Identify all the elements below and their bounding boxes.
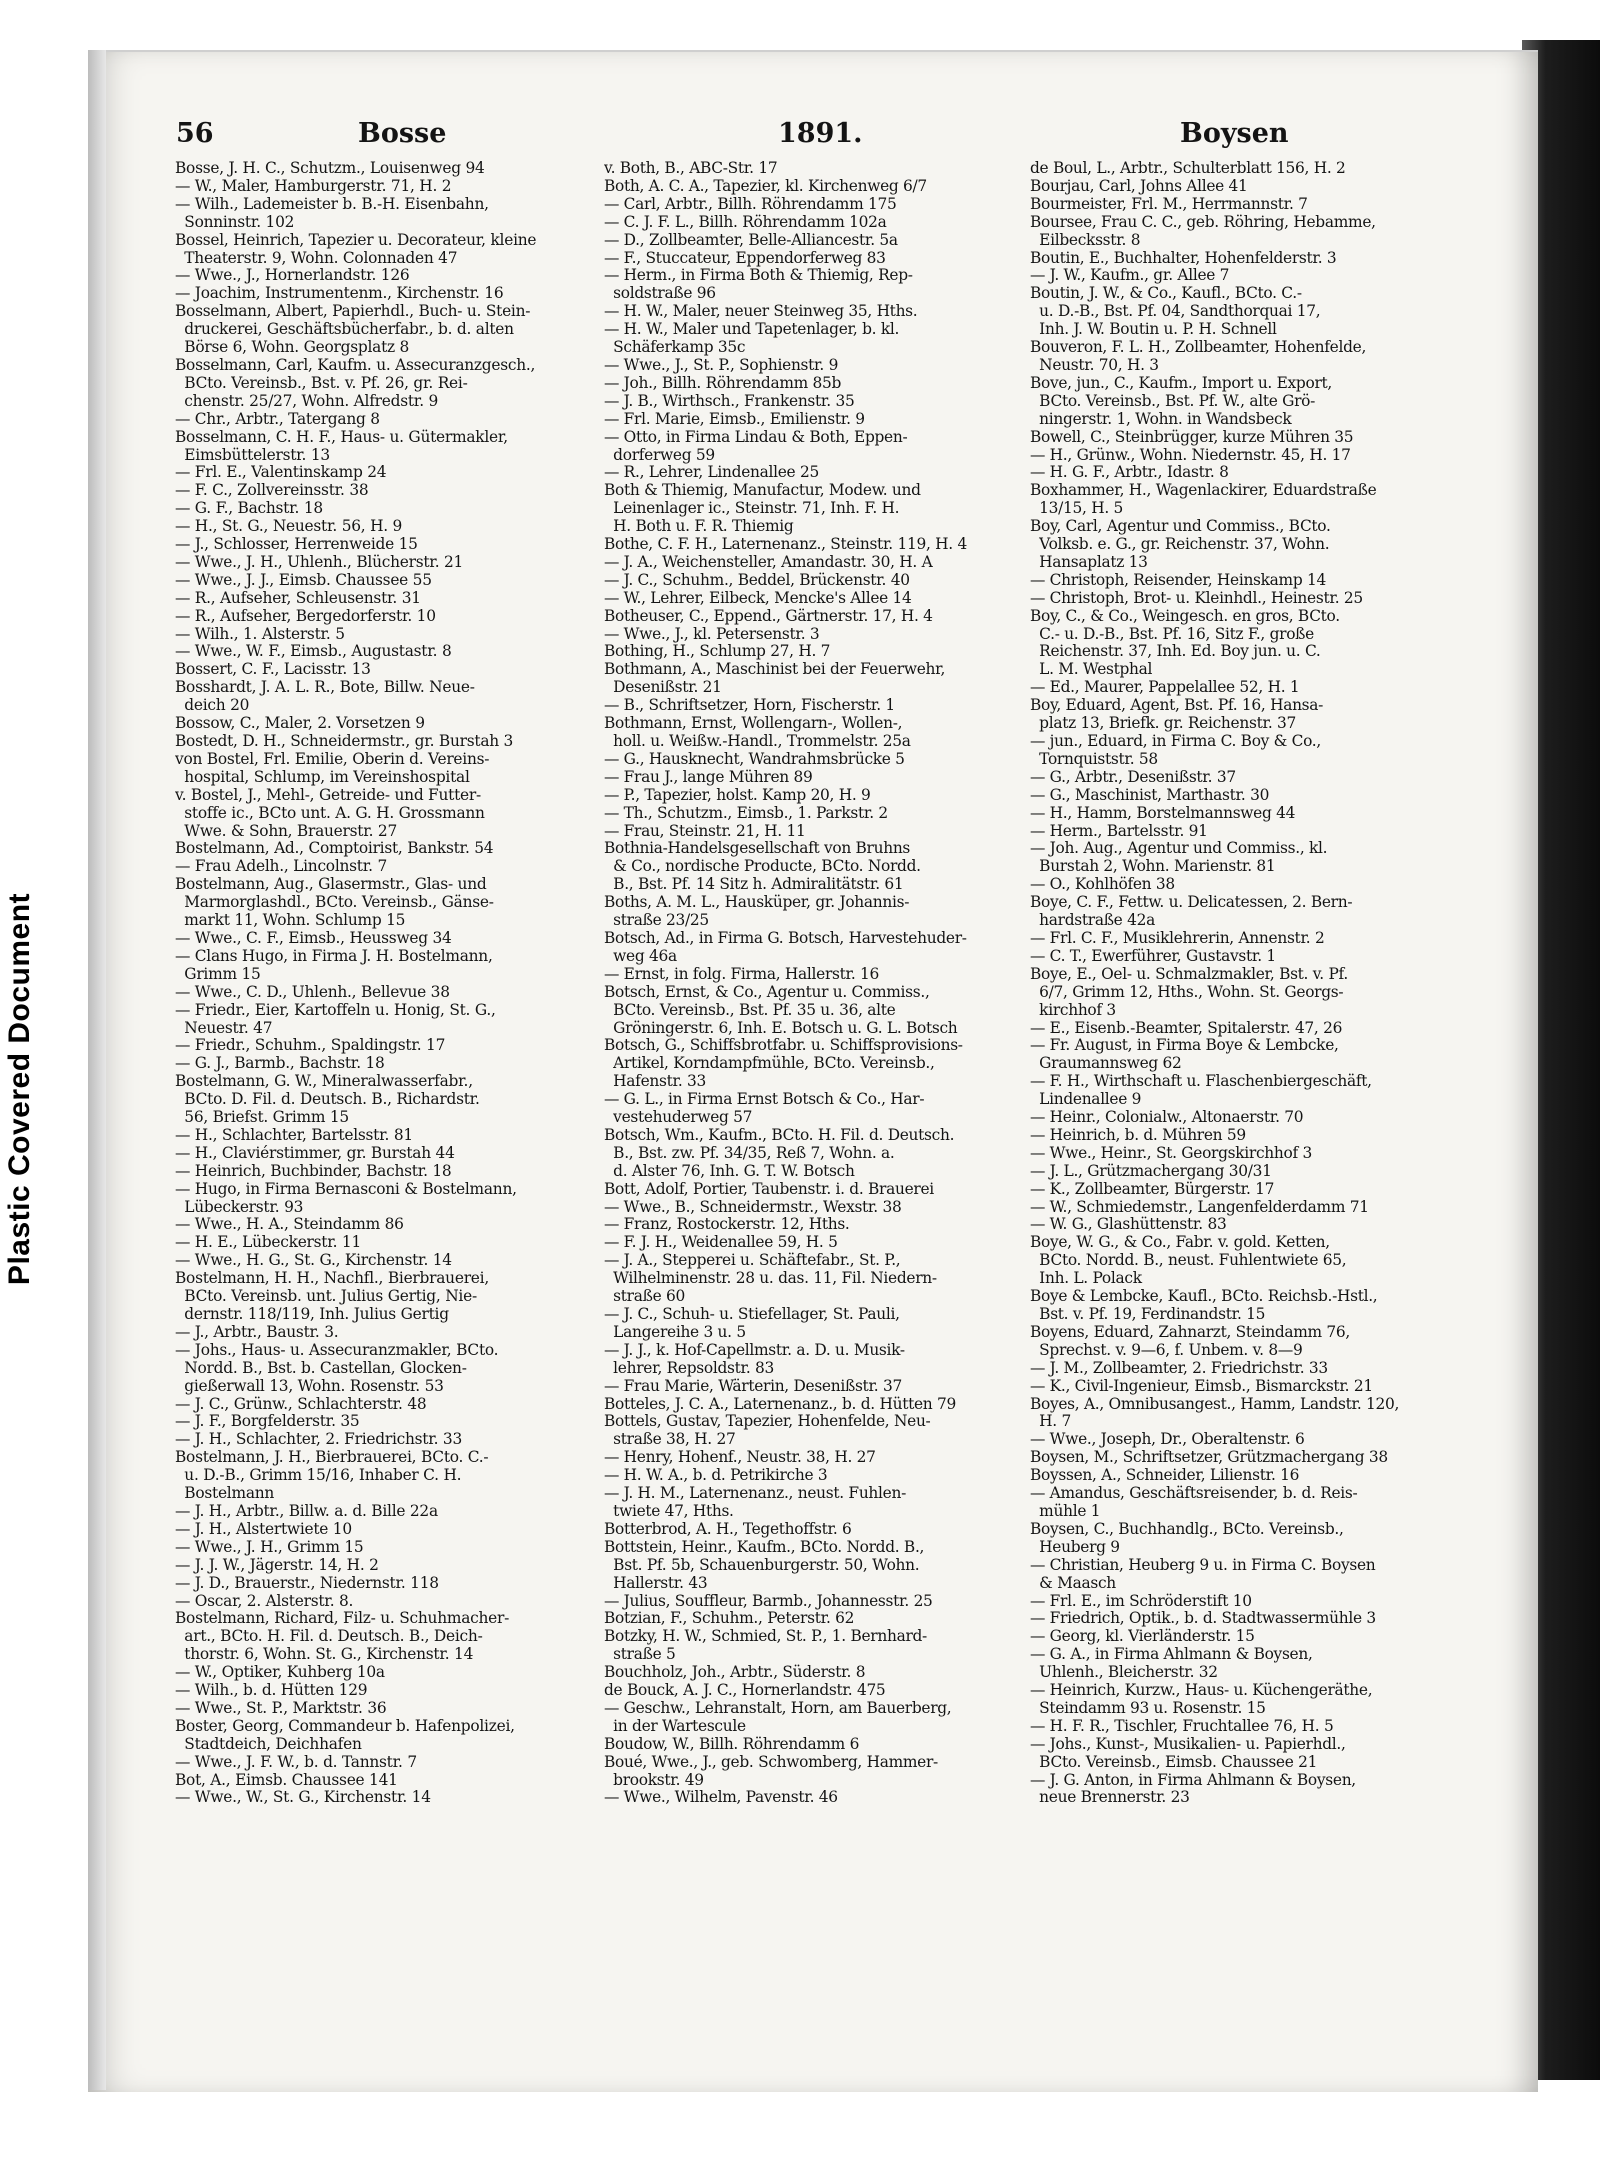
directory-entry-line: Eilbecksstr. 8	[1030, 230, 1141, 249]
directory-entry-line: — J. H., Alstertwiete 10	[175, 1519, 352, 1538]
directory-entry-line: — Heinr., Colonialw., Altonaerstr. 70	[1030, 1108, 1304, 1127]
directory-entry-line: brookstr. 49	[604, 1770, 704, 1789]
directory-entry-line: — Frl. E., Valentinskamp 24	[175, 463, 387, 482]
directory-entry-line: — Wwe., J., Hornerlandstr. 126	[175, 266, 410, 285]
directory-column-1	[175, 160, 585, 1970]
directory-entry-line: — J., Arbtr., Baustr. 3.	[175, 1322, 339, 1341]
directory-entry-line: Bst. v. Pf. 19, Ferdinandstr. 15	[1030, 1305, 1266, 1323]
directory-entry-line: — J. M., Zollbeamter, 2. Friedrichstr. 33	[1030, 1358, 1328, 1377]
directory-entry-line: — E., Eisenb.-Beamter, Spitalerstr. 47, 26	[1030, 1018, 1343, 1037]
directory-entry-line: — Ernst, in folg. Firma, Hallerstr. 16	[604, 964, 880, 983]
directory-entry-line: — F. H., Wirthschaft u. Flaschenbiergeschäft,	[1030, 1072, 1372, 1091]
directory-column-2	[604, 160, 1022, 1970]
directory-entry-line: Bostelmann, Aug., Glasermstr., Glas- und	[175, 875, 487, 894]
directory-entry-line: L. M. Westphal	[1030, 660, 1153, 679]
directory-entry-line: Bosselmann, Carl, Kaufm. u. Assecuranzgesch.,	[175, 355, 536, 374]
directory-entry-line: Bostedt, D. H., Schneidermstr., gr. Burstah 3	[175, 732, 514, 750]
directory-entry-line: BCto. Nordd. B., neust. Fuhlentwiete 65,	[1030, 1251, 1347, 1270]
directory-entry-line: — J. B., Wirthsch., Frankenstr. 35	[604, 391, 855, 410]
sidebar-label	[0, 0, 40, 2177]
directory-entry-line: — Wilh., b. d. Hütten 129	[175, 1681, 368, 1700]
directory-entry-line: — W. G., Glashüttenstr. 83	[1030, 1215, 1227, 1234]
directory-entry-line: — H. W., Maler, neuer Steinweg 35, Hths.	[604, 302, 918, 321]
directory-entry-line: deich 20	[175, 696, 250, 715]
directory-entry-line: Boye & Lembcke, Kaufl., BCto. Reichsb.-Hstl.,	[1030, 1287, 1378, 1306]
directory-entry-line: Botheuser, C., Eppend., Gärtnerstr. 17, H. 4	[604, 606, 933, 625]
directory-entry-line: — J., Schlosser, Herrenweide 15	[175, 535, 418, 554]
directory-entry-line: — Wwe., J. F. W., b. d. Tannstr. 7	[175, 1752, 417, 1771]
directory-entry-line: Bottstein, Heinr., Kaufm., BCto. Nordd. B.,	[604, 1537, 925, 1556]
directory-entry-line: — H. E., Lübeckerstr. 11	[175, 1233, 362, 1252]
directory-entry-line: d. Alster 76, Inh. G. T. W. Botsch	[604, 1161, 855, 1180]
directory-entry-line: Inh. J. W. Boutin u. P. H. Schnell	[1030, 320, 1277, 339]
directory-entry-line: Bourmeister, Frl. M., Herrmannstr. 7	[1030, 194, 1308, 213]
directory-entry-line: — Oscar, 2. Alsterstr. 8.	[175, 1591, 354, 1610]
directory-entry-line: lehrer, Repsoldstr. 83	[604, 1358, 775, 1377]
directory-entry-line: Bove, jun., C., Kaufm., Import u. Export,	[1030, 373, 1332, 392]
directory-entry-line: Stadtdeich, Deichhafen	[175, 1734, 362, 1753]
directory-entry-line: — Otto, in Firma Lindau & Both, Eppen-	[604, 427, 908, 446]
directory-entry-line: 13/15, H. 5	[1030, 499, 1124, 518]
directory-entry-line: — F., Stuccateur, Eppendorferweg 83	[604, 248, 886, 267]
directory-entry-line: Hansaplatz 13	[1030, 552, 1148, 571]
directory-entry-line: mühle 1	[1030, 1501, 1101, 1520]
directory-entry-line: H. Both u. F. R. Thiemig	[604, 517, 794, 536]
directory-entry-line: hardstraße 42a	[1030, 911, 1155, 930]
directory-entry-line: Boursee, Frau C. C., geb. Röhring, Hebamme,	[1030, 212, 1376, 231]
directory-entry-line: — Christoph, Reisender, Heinskamp 14	[1030, 570, 1326, 589]
directory-entry-line: Bothnia-Handelsgesellschaft von Bruhns	[604, 839, 911, 858]
directory-entry-line: — Carl, Arbtr., Billh. Röhrendamm 175	[604, 194, 897, 213]
directory-entry-line: Botsch, Ernst, & Co., Agentur u. Commiss.,	[604, 982, 930, 1001]
directory-entry-line: Boutin, J. W., & Co., Kaufl., BCto. C.-	[1030, 284, 1302, 303]
directory-entry-line: — R., Aufseher, Bergedorferstr. 10	[175, 606, 436, 625]
directory-entry-line: — Ed., Maurer, Pappelallee 52, H. 1	[1030, 678, 1300, 697]
directory-entry-line: — Wwe., J. J., Eimsb. Chaussee 55	[175, 570, 432, 589]
directory-entry-line: Boye, W. G., & Co., Fabr. v. gold. Ketten,	[1030, 1233, 1330, 1252]
directory-entry-line: Bothmann, A., Maschinist bei der Feuerwehr,	[604, 660, 946, 679]
directory-entry-line: — G. L., in Firma Ernst Botsch & Co., Har-	[604, 1090, 925, 1109]
directory-entry-line: Marmorglashdl., BCto. Vereinsb., Gänse-	[175, 893, 494, 912]
directory-entry-line: Boyes, A., Omnibusangest., Hamm, Landstr. 120,	[1030, 1394, 1400, 1413]
directory-entry-line: Bostelmann	[175, 1484, 275, 1503]
directory-entry-line: — Wwe., J., kl. Petersenstr. 3	[604, 624, 820, 643]
directory-entry-line: Nordd. B., Bst. b. Castellan, Glocken-	[175, 1358, 467, 1377]
directory-entry-line: — H. F. R., Tischler, Fruchtallee 76, H. 5	[1030, 1716, 1334, 1735]
directory-entry-line: — R., Lehrer, Lindenallee 25	[604, 463, 819, 482]
directory-entry-line: Lübeckerstr. 93	[175, 1197, 304, 1216]
directory-entry-line: — Wwe., J., St. P., Sophienstr. 9	[604, 355, 839, 374]
directory-entry-line: B., Bst. Pf. 14 Sitz h. Admiralitätstr. 61	[604, 875, 904, 894]
directory-entry-line: — Joh. Aug., Agentur und Commiss., kl.	[1030, 839, 1328, 858]
directory-entry-line: Bossel, Heinrich, Tapezier u. Decorateur, kleine	[175, 230, 537, 249]
directory-entry-line: — Heinrich, Buchbinder, Bachstr. 18	[175, 1161, 452, 1180]
directory-entry-line: Bostelmann, J. H., Bierbrauerei, BCto. C.-	[175, 1448, 489, 1467]
directory-entry-line: Theaterstr. 9, Wohn. Colonnaden 47	[175, 248, 458, 267]
directory-entry-line: Bowell, C., Steinbrügger, kurze Mühren 35	[1030, 427, 1354, 446]
directory-entry-line: — H. W. A., b. d. Petrikirche 3	[604, 1466, 828, 1485]
directory-entry-line: Both & Thiemig, Manufactur, Modew. und	[604, 481, 921, 500]
directory-entry-line: Botsch, Wm., Kaufm., BCto. H. Fil. d. Deutsch.	[604, 1125, 955, 1144]
directory-entry-line: — Joh., Billh. Röhrendamm 85b	[604, 373, 842, 392]
directory-entry-line: — jun., Eduard, in Firma C. Boy & Co.,	[1030, 732, 1321, 750]
directory-entry-line: Reichenstr. 37, Inh. Ed. Boy jun. u. C.	[1030, 642, 1321, 661]
directory-entry-line: — Henry, Hohenf., Neustr. 38, H. 27	[604, 1448, 876, 1467]
directory-entry-line: Botsch, G., Schiffsbrotfabr. u. Schiffsprovisions-	[604, 1036, 963, 1055]
directory-entry-line: Boye, C. F., Fettw. u. Delicatessen, 2. Bern-	[1030, 893, 1353, 912]
directory-entry-line: — Fr. August, in Firma Boye & Lembcke,	[1030, 1036, 1339, 1055]
directory-entry-line: Grimm 15	[175, 964, 261, 983]
directory-entry-line: — Frau J., lange Mühren 89	[604, 767, 813, 786]
directory-entry-line: — K., Civil-Ingenieur, Eimsb., Bismarckstr. 21	[1030, 1376, 1373, 1395]
directory-entry-line: weg 46a	[604, 946, 677, 965]
directory-entry-line: Bosshardt, J. A. L. R., Bote, Billw. Neue-	[175, 678, 475, 697]
directory-entry-line: thorstr. 6, Wohn. St. G., Kirchenstr. 14	[175, 1645, 474, 1664]
directory-entry-line: — H., Hamm, Borstelmannsweg 44	[1030, 803, 1296, 822]
directory-entry-line: druckerei, Geschäftsbücherfabr., b. d. alten	[175, 320, 514, 339]
directory-entry-line: Bothe, C. F. H., Laternenanz., Steinstr. 119, H. 4	[604, 535, 967, 554]
directory-entry-line: — Clans Hugo, in Firma J. H. Bostelmann,	[175, 946, 493, 965]
directory-entry-line: — Frau Marie, Wärterin, Desenißstr. 37	[604, 1376, 902, 1395]
directory-entry-line: — G. F., Bachstr. 18	[175, 499, 323, 518]
directory-entry-line: Boysen, C., Buchhandlg., BCto. Vereinsb.,	[1030, 1519, 1344, 1538]
directory-entry-line: — J. F., Borgfelderstr. 35	[175, 1412, 360, 1431]
directory-entry-line: — H. G. F., Arbtr., Idastr. 8	[1030, 463, 1229, 482]
directory-entry-line: — C. J. F. L., Billh. Röhrendamm 102a	[604, 212, 887, 231]
right-guide-word: Boysen	[1180, 118, 1289, 149]
directory-entry-line: BCto. Vereinsb., Bst. v. Pf. 26, gr. Rei-	[175, 373, 468, 392]
directory-entry-line: Bostelmann, H. H., Nachfl., Bierbrauerei,	[175, 1269, 489, 1288]
directory-entry-line: Eimsbüttelerstr. 13	[175, 445, 330, 464]
directory-entry-line: — Franz, Rostockerstr. 12, Hths.	[604, 1215, 850, 1234]
directory-entry-line: — Wwe., W. F., Eimsb., Augustastr. 8	[175, 642, 452, 661]
directory-entry-line: Bothmann, Ernst, Wollengarn-, Wollen-,	[604, 714, 903, 733]
directory-entry-line: — Heinrich, Kurzw., Haus- u. Küchengeräthe,	[1030, 1681, 1373, 1700]
directory-entry-line: Boyens, Eduard, Zahnarzt, Steindamm 76,	[1030, 1322, 1351, 1341]
directory-entry-line: — J. A., Stepperei u. Schäftefabr., St. P.,	[604, 1251, 901, 1270]
directory-entry-line: — G. A., in Firma Ahlmann & Boysen,	[1030, 1645, 1313, 1664]
directory-entry-line: markt 11, Wohn. Schlump 15	[175, 911, 406, 930]
directory-entry-line: Langereihe 3 u. 5	[604, 1322, 746, 1341]
directory-entry-line: — Wwe., St. P., Marktstr. 36	[175, 1698, 387, 1717]
directory-entry-line: Botzky, H. W., Schmied, St. P., 1. Bernhard-	[604, 1627, 927, 1646]
directory-entry-line: — Herm., in Firma Both & Thiemig, Rep-	[604, 266, 913, 285]
directory-entry-line: — H., Claviérstimmer, gr. Burstah 44	[175, 1143, 455, 1162]
directory-entry-line: hospital, Schlump, im Vereinshospital	[175, 767, 470, 786]
directory-entry-line: B., Bst. zw. Pf. 34/35, Reß 7, Wohn. a.	[604, 1143, 895, 1162]
directory-entry-line: — J. D., Brauerstr., Niedernstr. 118	[175, 1573, 439, 1592]
directory-entry-line: Schäferkamp 35c	[604, 338, 746, 357]
directory-entry-line: — G., Arbtr., Desenißstr. 37	[1030, 767, 1236, 786]
directory-entry-line: Botteles, J. C. A., Laternenanz., b. d. Hütten 79	[604, 1394, 956, 1413]
directory-entry-line: — Geschw., Lehranstalt, Horn, am Bauerberg,	[604, 1698, 952, 1717]
directory-entry-line: — Amandus, Geschäftsreisender, b. d. Reis-	[1030, 1484, 1358, 1503]
directory-entry-line: — Chr., Arbtr., Tatergang 8	[175, 409, 380, 428]
directory-entry-line: Lindenallee 9	[1030, 1090, 1142, 1109]
page-spine-shadow	[88, 50, 106, 2090]
directory-entry-line: Bostelmann, G. W., Mineralwasserfabr.,	[175, 1072, 473, 1091]
directory-entry-line: v. Both, B., ABC-Str. 17	[604, 160, 778, 177]
directory-entry-line: — W., Optiker, Kuhberg 10a	[175, 1663, 385, 1682]
directory-entry-line: Botsch, Ad., in Firma G. Botsch, Harvestehuder-	[604, 928, 967, 947]
directory-entry-line: — Th., Schutzm., Eimsb., 1. Parkstr. 2	[604, 803, 888, 822]
directory-entry-line: straße 60	[604, 1287, 685, 1306]
directory-entry-line: — F. J. H., Weidenallee 59, H. 5	[604, 1233, 838, 1252]
directory-entry-line: — Julius, Souffleur, Barmb., Johannesstr. 25	[604, 1591, 933, 1610]
directory-entry-line: — H., Schlachter, Bartelsstr. 81	[175, 1125, 413, 1144]
directory-entry-line: Boysen, M., Schriftsetzer, Grützmachergang 38	[1030, 1448, 1388, 1467]
directory-entry-line: Bot, A., Eimsb. Chaussee 141	[175, 1770, 398, 1789]
directory-entry-line: Boutin, E., Buchhalter, Hohenfelderstr. 3	[1030, 248, 1337, 267]
directory-entry-line: — Wwe., B., Schneidermstr., Wexstr. 38	[604, 1197, 902, 1216]
directory-entry-line: holl. u. Weißw.-Handl., Trommelstr. 25a	[604, 732, 911, 750]
directory-entry-line: Bostelmann, Richard, Filz- u. Schuhmacher-	[175, 1609, 510, 1628]
directory-entry-line: — Wwe., Heinr., St. Georgskirchhof 3	[1030, 1143, 1312, 1162]
directory-entry-line: — J. H., Schlachter, 2. Friedrichstr. 33	[175, 1430, 463, 1449]
directory-entry-line: — J. C., Schuh- u. Stiefellager, St. Pauli,	[604, 1305, 900, 1323]
directory-entry-line: Bouchholz, Joh., Arbtr., Süderstr. 8	[604, 1663, 866, 1682]
directory-entry-line: — Joachim, Instrumentenm., Kirchenstr. 16	[175, 284, 504, 303]
directory-entry-line: — P., Tapezier, holst. Kamp 20, H. 9	[604, 785, 871, 804]
directory-entry-line: Hafenstr. 33	[604, 1072, 707, 1091]
directory-entry-line: — H. W., Maler und Tapetenlager, b. kl.	[604, 320, 900, 339]
directory-entry-line: — O., Kohlhöfen 38	[1030, 875, 1175, 894]
directory-entry-line: — Johs., Kunst-, Musikalien- u. Papierhdl.,	[1030, 1734, 1346, 1753]
directory-entry-line: neue Brennerstr. 23	[1030, 1788, 1190, 1807]
directory-entry-line: chenstr. 25/27, Wohn. Alfredstr. 9	[175, 391, 439, 410]
directory-entry-line: — Wwe., H. A., Steindamm 86	[175, 1215, 404, 1234]
directory-column-3	[1030, 160, 1454, 1970]
directory-entry-line: Sprechst. v. 9—6, f. Unbem. v. 8—9	[1030, 1340, 1303, 1359]
directory-entry-line: Bosse, J. H. C., Schutzm., Louisenweg 94	[175, 160, 485, 177]
directory-entry-line: Bouveron, F. L. H., Zollbeamter, Hohenfelde,	[1030, 338, 1367, 357]
directory-entry-line: — J. C., Schuhm., Beddel, Brückenstr. 40	[604, 570, 910, 589]
directory-entry-line: Bott, Adolf, Portier, Taubenstr. i. d. Brauerei	[604, 1179, 934, 1198]
directory-entry-line: & Maasch	[1030, 1573, 1116, 1592]
directory-entry-line: Volksb. e. G., gr. Reichenstr. 37, Wohn.	[1030, 535, 1330, 554]
directory-entry-line: 6/7, Grimm 12, Hths., Wohn. St. Georgs-	[1030, 982, 1344, 1001]
directory-entry-line: — R., Aufseher, Schleusenstr. 31	[175, 588, 421, 607]
directory-entry-line: BCto. Vereinsb., Eimsb. Chaussee 21	[1030, 1752, 1318, 1771]
directory-entry-line: — G. J., Barmb., Bachstr. 18	[175, 1054, 385, 1073]
directory-entry-line: Uhlenh., Bleicherstr. 32	[1030, 1663, 1218, 1682]
directory-entry-line: Bosselmann, Albert, Papierhdl., Buch- u. Stein-	[175, 302, 531, 321]
directory-entry-line: Both, A. C. A., Tapezier, kl. Kirchenweg 6/7	[604, 176, 927, 195]
directory-entry-line: Boye, E., Oel- u. Schmalzmakler, Bst. v. Pf.	[1030, 964, 1348, 983]
directory-entry-line: soldstraße 96	[604, 284, 716, 303]
directory-entry-line: — Frau, Steinstr. 21, H. 11	[604, 821, 806, 840]
directory-entry-line: — Friedr., Schuhm., Spaldingstr. 17	[175, 1036, 446, 1055]
directory-entry-line: Bostelmann, Ad., Comptoirist, Bankstr. 54	[175, 839, 494, 858]
directory-entry-line: Hallerstr. 43	[604, 1573, 708, 1592]
directory-entry-line: twiete 47, Hths.	[604, 1501, 734, 1520]
directory-entry-line: u. D.-B., Grimm 15/16, Inhaber C. H.	[175, 1466, 462, 1485]
directory-entry-line: — C. T., Ewerführer, Gustavstr. 1	[1030, 946, 1276, 965]
directory-entry-line: Botterbrod, A. H., Tegethoffstr. 6	[604, 1519, 852, 1538]
directory-entry-line: — Johs., Haus- u. Assecuranzmakler, BCto.	[175, 1340, 499, 1359]
directory-entry-line: BCto. Vereinsb. unt. Julius Gertig, Nie-	[175, 1287, 477, 1306]
directory-entry-line: — J. H., Arbtr., Billw. a. d. Bille 22a	[175, 1501, 438, 1520]
directory-entry-line: Botzian, F., Schuhm., Peterstr. 62	[604, 1609, 855, 1628]
directory-entry-line: — G., Maschinist, Marthastr. 30	[1030, 785, 1270, 804]
directory-entry-line: — Wilh., Lademeister b. B.-H. Eisenbahn,	[175, 194, 489, 213]
directory-entry-line: — Christoph, Brot- u. Kleinhdl., Heinestr. 25	[1030, 588, 1363, 607]
directory-entry-line: — Wwe., W., St. G., Kirchenstr. 14	[175, 1788, 431, 1807]
directory-entry-line: BCto. D. Fil. d. Deutsch. B., Richardstr.	[175, 1090, 480, 1109]
directory-entry-line: in der Wartescule	[604, 1716, 746, 1735]
directory-entry-line: Wwe. & Sohn, Brauerstr. 27	[175, 821, 398, 840]
directory-entry-line: Boy, C., & Co., Weingesch. en gros, BCto.	[1030, 606, 1340, 625]
directory-entry-line: — Wwe., Wilhelm, Pavenstr. 46	[604, 1788, 838, 1807]
directory-entry-line: — Georg, kl. Vierländerstr. 15	[1030, 1627, 1255, 1646]
directory-entry-line: — W., Lehrer, Eilbeck, Mencke's Allee 14	[604, 588, 912, 607]
directory-entry-line: Steindamm 93 u. Rosenstr. 15	[1030, 1698, 1266, 1717]
directory-entry-line: — Wwe., C. D., Uhlenh., Bellevue 38	[175, 982, 450, 1001]
directory-entry-line: Boster, Georg, Commandeur b. Hafenpolizei,	[175, 1716, 515, 1735]
directory-entry-line: Boy, Eduard, Agent, Bst. Pf. 16, Hansa-	[1030, 696, 1324, 715]
directory-entry-line: Bothing, H., Schlump 27, H. 7	[604, 642, 831, 661]
directory-entry-line: — J. G. Anton, in Firma Ahlmann & Boysen,	[1030, 1770, 1356, 1789]
directory-entry-line: dorferweg 59	[604, 445, 715, 464]
directory-entry-line: C.- u. D.-B., Bst. Pf. 16, Sitz F., große	[1030, 624, 1314, 643]
directory-entry-line: H. 7	[1030, 1412, 1071, 1431]
directory-entry-line: Boy, Carl, Agentur und Commiss., BCto.	[1030, 517, 1331, 536]
directory-entry-line: de Bouck, A. J. C., Hornerlandstr. 475	[604, 1681, 886, 1700]
directory-entry-line: — Wwe., C. F., Eimsb., Heussweg 34	[175, 928, 452, 947]
directory-entry-line: Boué, Wwe., J., geb. Schwomberg, Hammer-	[604, 1752, 938, 1771]
directory-entry-line: — Wwe., Joseph, Dr., Oberaltenstr. 6	[1030, 1430, 1305, 1449]
directory-entry-line: — Heinrich, b. d. Mühren 59	[1030, 1125, 1246, 1144]
directory-entry-line: — J. J., k. Hof-Capellmstr. a. D. u. Musik-	[604, 1340, 905, 1359]
year-heading: 1891.	[778, 118, 863, 149]
directory-entry-line: — Wwe., J. H., Uhlenh., Blücherstr. 21	[175, 552, 464, 571]
directory-entry-line: — H., Grünw., Wohn. Niedernstr. 45, H. 17	[1030, 445, 1351, 464]
directory-entry-line: — Frl. Marie, Eimsb., Emilienstr. 9	[604, 409, 865, 428]
directory-entry-line: Boths, A. M. L., Hausküper, gr. Johannis-	[604, 893, 910, 912]
directory-entry-line: straße 38, H. 27	[604, 1430, 736, 1449]
directory-entry-line: — Frau Adelh., Lincolnstr. 7	[175, 857, 387, 876]
left-guide-word: Bosse	[358, 118, 447, 149]
directory-entry-line: — D., Zollbeamter, Belle-Alliancestr. 5a	[604, 230, 898, 249]
directory-entry-line: BCto. Vereinsb., Bst. Pf. 35 u. 36, alte	[604, 1000, 896, 1019]
directory-entry-line: platz 13, Briefk. gr. Reichenstr. 37	[1030, 714, 1296, 733]
directory-entry-line: Bst. Pf. 5b, Schauenburgerstr. 50, Wohn.	[604, 1555, 920, 1574]
directory-entry-line: von Bostel, Frl. Emilie, Oberin d. Vereins-	[175, 749, 490, 768]
directory-entry-line: — Friedr., Eier, Kartoffeln u. Honig, St. G.,	[175, 1000, 496, 1019]
directory-entry-line: Leinenlager ic., Steinstr. 71, Inh. F. H.	[604, 499, 900, 518]
directory-entry-line: — W., Maler, Hamburgerstr. 71, H. 2	[175, 176, 452, 195]
directory-entry-line: Wilhelminenstr. 28 u. das. 11, Fil. Niedern-	[604, 1269, 937, 1288]
directory-entry-line: Artikel, Korndampfmühle, BCto. Vereinsb.,	[604, 1054, 935, 1073]
directory-entry-line: Boxhammer, H., Wagenlackirer, Eduardstraße	[1030, 481, 1377, 500]
directory-entry-line: — J. J. W., Jägerstr. 14, H. 2	[175, 1555, 379, 1574]
directory-entry-line: Boyssen, A., Schneider, Lilienstr. 16	[1030, 1466, 1300, 1485]
directory-entry-line: Bottels, Gustav, Tapezier, Hohenfelde, Neu-	[604, 1412, 931, 1431]
directory-entry-line: Burstah 2, Wohn. Marienstr. 81	[1030, 857, 1276, 876]
directory-entry-line: Börse 6, Wohn. Georgsplatz 8	[175, 338, 410, 357]
directory-entry-line: — F. C., Zollvereinsstr. 38	[175, 481, 369, 500]
directory-entry-line: Graumannsweg 62	[1030, 1054, 1182, 1073]
page-number: 56	[176, 118, 214, 149]
directory-entry-line: u. D.-B., Bst. Pf. 04, Sandthorquai 17,	[1030, 302, 1321, 321]
directory-entry-line: Bourjau, Carl, Johns Allee 41	[1030, 176, 1248, 195]
directory-entry-line: BCto. Vereinsb., Bst. Pf. W., alte Grö-	[1030, 391, 1316, 410]
directory-entry-line: 56, Briefst. Grimm 15	[175, 1108, 349, 1127]
directory-entry-line: — Hugo, in Firma Bernasconi & Bostelmann,	[175, 1179, 517, 1198]
directory-entry-line: Gröningerstr. 6, Inh. E. Botsch u. G. L. Botsch	[604, 1018, 958, 1037]
directory-entry-line: — J. A., Weichensteller, Amandastr. 30, H. A	[604, 552, 933, 571]
directory-entry-line: Bossert, C. F., Lacisstr. 13	[175, 660, 371, 679]
directory-entry-line: vestehuderweg 57	[604, 1108, 753, 1127]
directory-entry-line: stoffe ic., BCto unt. A. G. H. Grossmann	[175, 803, 485, 822]
directory-entry-line: — Herm., Bartelsstr. 91	[1030, 821, 1208, 840]
directory-entry-line: — B., Schriftsetzer, Horn, Fischerstr. 1	[604, 696, 895, 715]
directory-entry-line: Neustr. 70, H. 3	[1030, 355, 1159, 374]
directory-entry-line: — H., St. G., Neuestr. 56, H. 9	[175, 517, 403, 536]
directory-entry-line: — Wwe., H. G., St. G., Kirchenstr. 14	[175, 1251, 452, 1270]
directory-entry-line: Neuestr. 47	[175, 1018, 273, 1037]
directory-entry-line: de Boul, L., Arbtr., Schulterblatt 156, H. 2	[1030, 160, 1346, 177]
directory-entry-line: straße 23/25	[604, 911, 709, 930]
sidebar-label-text: Plastic Covered Document	[3, 892, 36, 1285]
directory-entry-line: ningerstr. 1, Wohn. in Wandsbeck	[1030, 409, 1292, 428]
directory-entry-line: straße 5	[604, 1645, 676, 1664]
directory-entry-line: — G., Hausknecht, Wandrahmsbrücke 5	[604, 749, 905, 768]
directory-entry-line: — J. C., Grünw., Schlachterstr. 48	[175, 1394, 427, 1413]
directory-entry-line: kirchhof 3	[1030, 1000, 1116, 1019]
directory-entry-line: — Wilh., 1. Alsterstr. 5	[175, 624, 345, 643]
directory-entry-line: Inh. L. Polack	[1030, 1269, 1142, 1288]
directory-entry-line: — Wwe., J. H., Grimm 15	[175, 1537, 364, 1556]
directory-entry-line: dernstr. 118/119, Inh. Julius Gertig	[175, 1305, 449, 1323]
directory-entry-line: Tornquiststr. 58	[1030, 749, 1158, 768]
directory-entry-line: — J. H. M., Laternenanz., neust. Fuhlen-	[604, 1484, 906, 1503]
directory-entry-line: Bosselmann, C. H. F., Haus- u. Gütermakler,	[175, 427, 508, 446]
directory-entry-line: Sonninstr. 102	[175, 212, 295, 231]
directory-entry-line: — Christian, Heuberg 9 u. in Firma C. Boysen	[1030, 1555, 1376, 1574]
directory-entry-line: art., BCto. H. Fil. d. Deutsch. B., Deich-	[175, 1627, 483, 1646]
directory-entry-line: — Friedrich, Optik., b. d. Stadtwassermühle 3	[1030, 1609, 1376, 1628]
directory-entry-line: Bossow, C., Maler, 2. Vorsetzen 9	[175, 714, 425, 733]
directory-entry-line: — J. W., Kaufm., gr. Allee 7	[1030, 266, 1230, 285]
directory-entry-line: — Frl. C. F., Musiklehrerin, Annenstr. 2	[1030, 928, 1325, 947]
directory-entry-line: — W., Schmiedemstr., Langenfelderdamm 71	[1030, 1197, 1369, 1216]
directory-entry-line: gießerwall 13, Wohn. Rosenstr. 53	[175, 1376, 444, 1395]
directory-entry-line: Boudow, W., Billh. Röhrendamm 6	[604, 1734, 860, 1753]
directory-entry-line: — K., Zollbeamter, Bürgerstr. 17	[1030, 1179, 1275, 1198]
directory-entry-line: v. Bostel, J., Mehl-, Getreide- und Futter-	[175, 785, 481, 804]
directory-entry-line: Desenißstr. 21	[604, 678, 722, 697]
directory-entry-line: — Frl. E., im Schröderstift 10	[1030, 1591, 1252, 1610]
directory-entry-line: Heuberg 9	[1030, 1537, 1120, 1556]
directory-entry-line: & Co., nordische Producte, BCto. Nordd.	[604, 857, 921, 876]
directory-entry-line: — J. L., Grützmachergang 30/31	[1030, 1161, 1272, 1180]
